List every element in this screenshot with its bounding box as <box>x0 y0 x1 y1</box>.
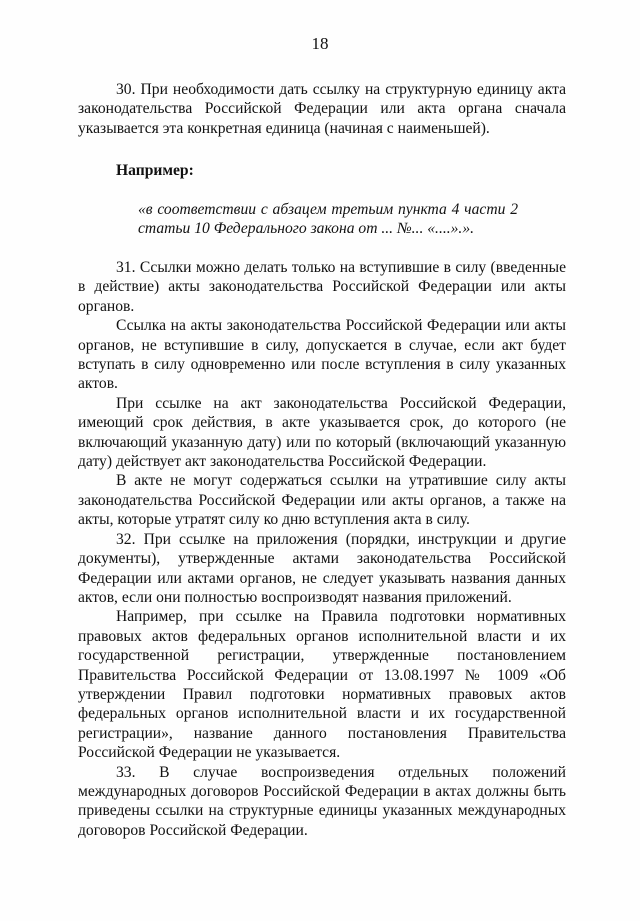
paragraph-30: 30. При необходимости дать ссылку на структурную единицу акта законодательства Российской Федерации или акта органа сначала указывается эта конкретная единица (начиная с наименьшей). <box>78 81 566 137</box>
example-heading: Например: <box>116 162 194 179</box>
paragraph-33: 33. В случае воспроизведения отдельных положений международных договоров Российской Федерации в актах должны быть приведены ссылки на структурные единицы указанных международных договоров Российской Федерации. <box>78 763 566 839</box>
paragraph-31-2: Ссылка на акты законодательства Российской Федерации или акты органов, не вступившие в силу, допускается в случае, если акт будет вступать в силу одновременно или после вступления в силу указанных актов. <box>78 317 566 393</box>
paragraph-30-block <box>78 80 566 138</box>
paragraph-31-1: 31. Ссылки можно делать только на вступившие в силу (введенные в действие) акты законодательства Российской Федерации или акты органов. <box>78 259 566 315</box>
paragraph-32-1: 32. При ссылке на приложения (порядки, инструкции и другие документы), утвержденные актами законодательства Российской Федерации или актами органов, не следует указывать названия данных актов, если они полностью воспроизводят названия приложений. <box>78 530 566 606</box>
paragraph-31-3: При ссылке на акт законодательства Российской Федерации, имеющий срок действия, в акте указывается срок, до которого (не включающий указанную дату) или по который (включающий указанную дату) действует акт законодательства Российской Федерации. <box>78 394 566 471</box>
paragraph-31-block <box>78 258 566 840</box>
paragraph-31-4: В акте не могут содержаться ссылки на утратившие силу акты законодательства Российской Федерации или акты органов, а также на акты, которые утратят силу ко дню вступления акта в силу. <box>78 472 566 529</box>
paragraph-32-2: Например, при ссылке на Правила подготовки нормативных правовых актов федеральных органов исполнительной власти и их государственной регистрации, утвержденные постановлением Правительства Российской Федерации от 13.08.1997 № 1009 «Об утверждении Правил подготовки нормативных правовых актов федеральных органов исполнительной власти и их государственной регистрации», название данного постановления Правительства Российской Федерации не указывается. <box>78 608 566 762</box>
page-number: 18 <box>311 34 329 53</box>
example-quote: «в соответствии с абзацем третьим пункта 4 части 2 статьи 10 Федерального закона от ... №... «....».». <box>138 201 518 238</box>
